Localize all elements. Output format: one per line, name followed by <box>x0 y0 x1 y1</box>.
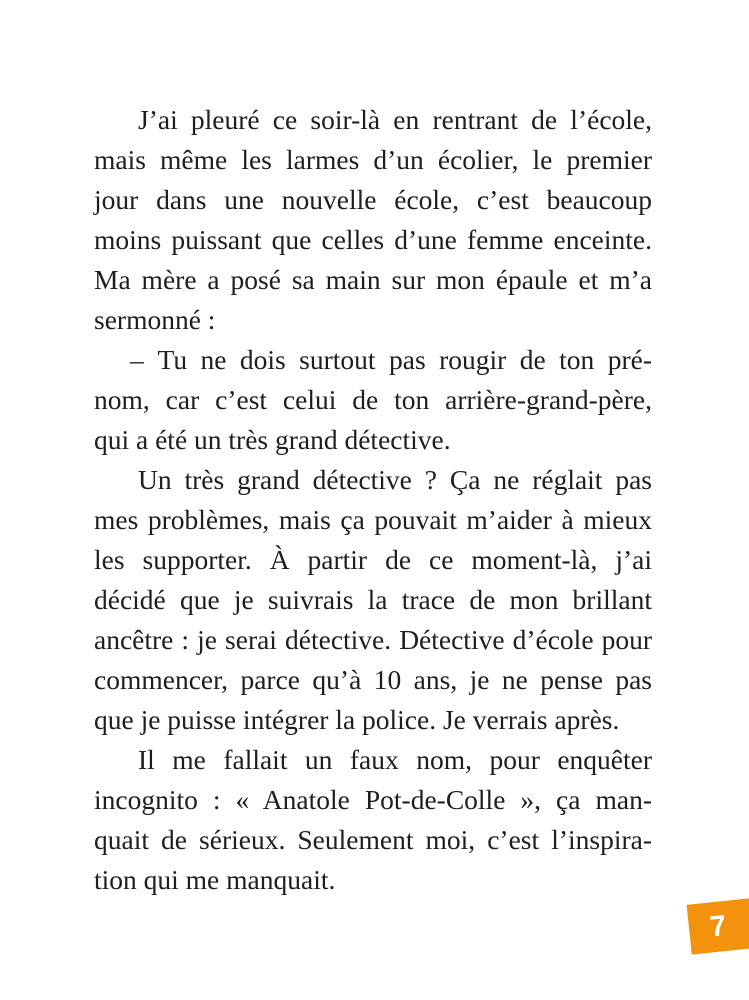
paragraph <box>94 460 652 740</box>
text-line: jour dans une nouvelle école, c’est beaucoup <box>94 184 652 215</box>
text-line: Il me fallait un faux nom, pour enquêter <box>138 744 652 775</box>
text-line: Un très grand détective ? Ça ne réglait pas <box>138 464 652 495</box>
text-line: – Tu ne dois surtout pas rougir de ton pré- <box>130 344 652 375</box>
text-line: décidé que je suivrais la trace de mon brillant <box>94 584 652 615</box>
text-line: sermonné : <box>94 304 216 335</box>
page-number-badge <box>687 897 749 954</box>
text-line: mais même les larmes d’un écolier, le premier <box>94 144 652 175</box>
paragraph <box>94 100 652 340</box>
text-line: nom, car c’est celui de ton arrière-grand-père, <box>94 384 652 415</box>
text-line: ancêtre : je serai détective. Détective d’école pour <box>94 624 652 655</box>
page-number-label: 7 <box>708 909 728 943</box>
paragraph <box>94 740 652 900</box>
text-line: Ma mère a posé sa main sur mon épaule et m’a <box>94 264 652 295</box>
text-line: quait de sérieux. Seulement moi, c’est l’inspira- <box>94 824 652 855</box>
text-line: les supporter. À partir de ce moment-là, j’ai <box>94 544 652 575</box>
text-line: mes problèmes, mais ça pouvait m’aider à mieux <box>94 504 652 535</box>
text-line: incognito : « Anatole Pot-de-Colle », ça man- <box>94 784 652 815</box>
text-line: J’ai pleuré ce soir-là en rentrant de l’école, <box>138 104 652 135</box>
text-line: commencer, parce qu’à 10 ans, je ne pense pas <box>94 664 652 695</box>
text-line: moins puissant que celles d’une femme enceinte. <box>94 224 652 255</box>
paragraph-dialogue <box>94 340 652 460</box>
text-line: qui a été un très grand détective. <box>94 424 451 455</box>
text-line: tion qui me manquait. <box>94 864 336 895</box>
text-line: que je puisse intégrer la police. Je verrais après. <box>94 704 620 735</box>
body-text <box>94 100 652 900</box>
